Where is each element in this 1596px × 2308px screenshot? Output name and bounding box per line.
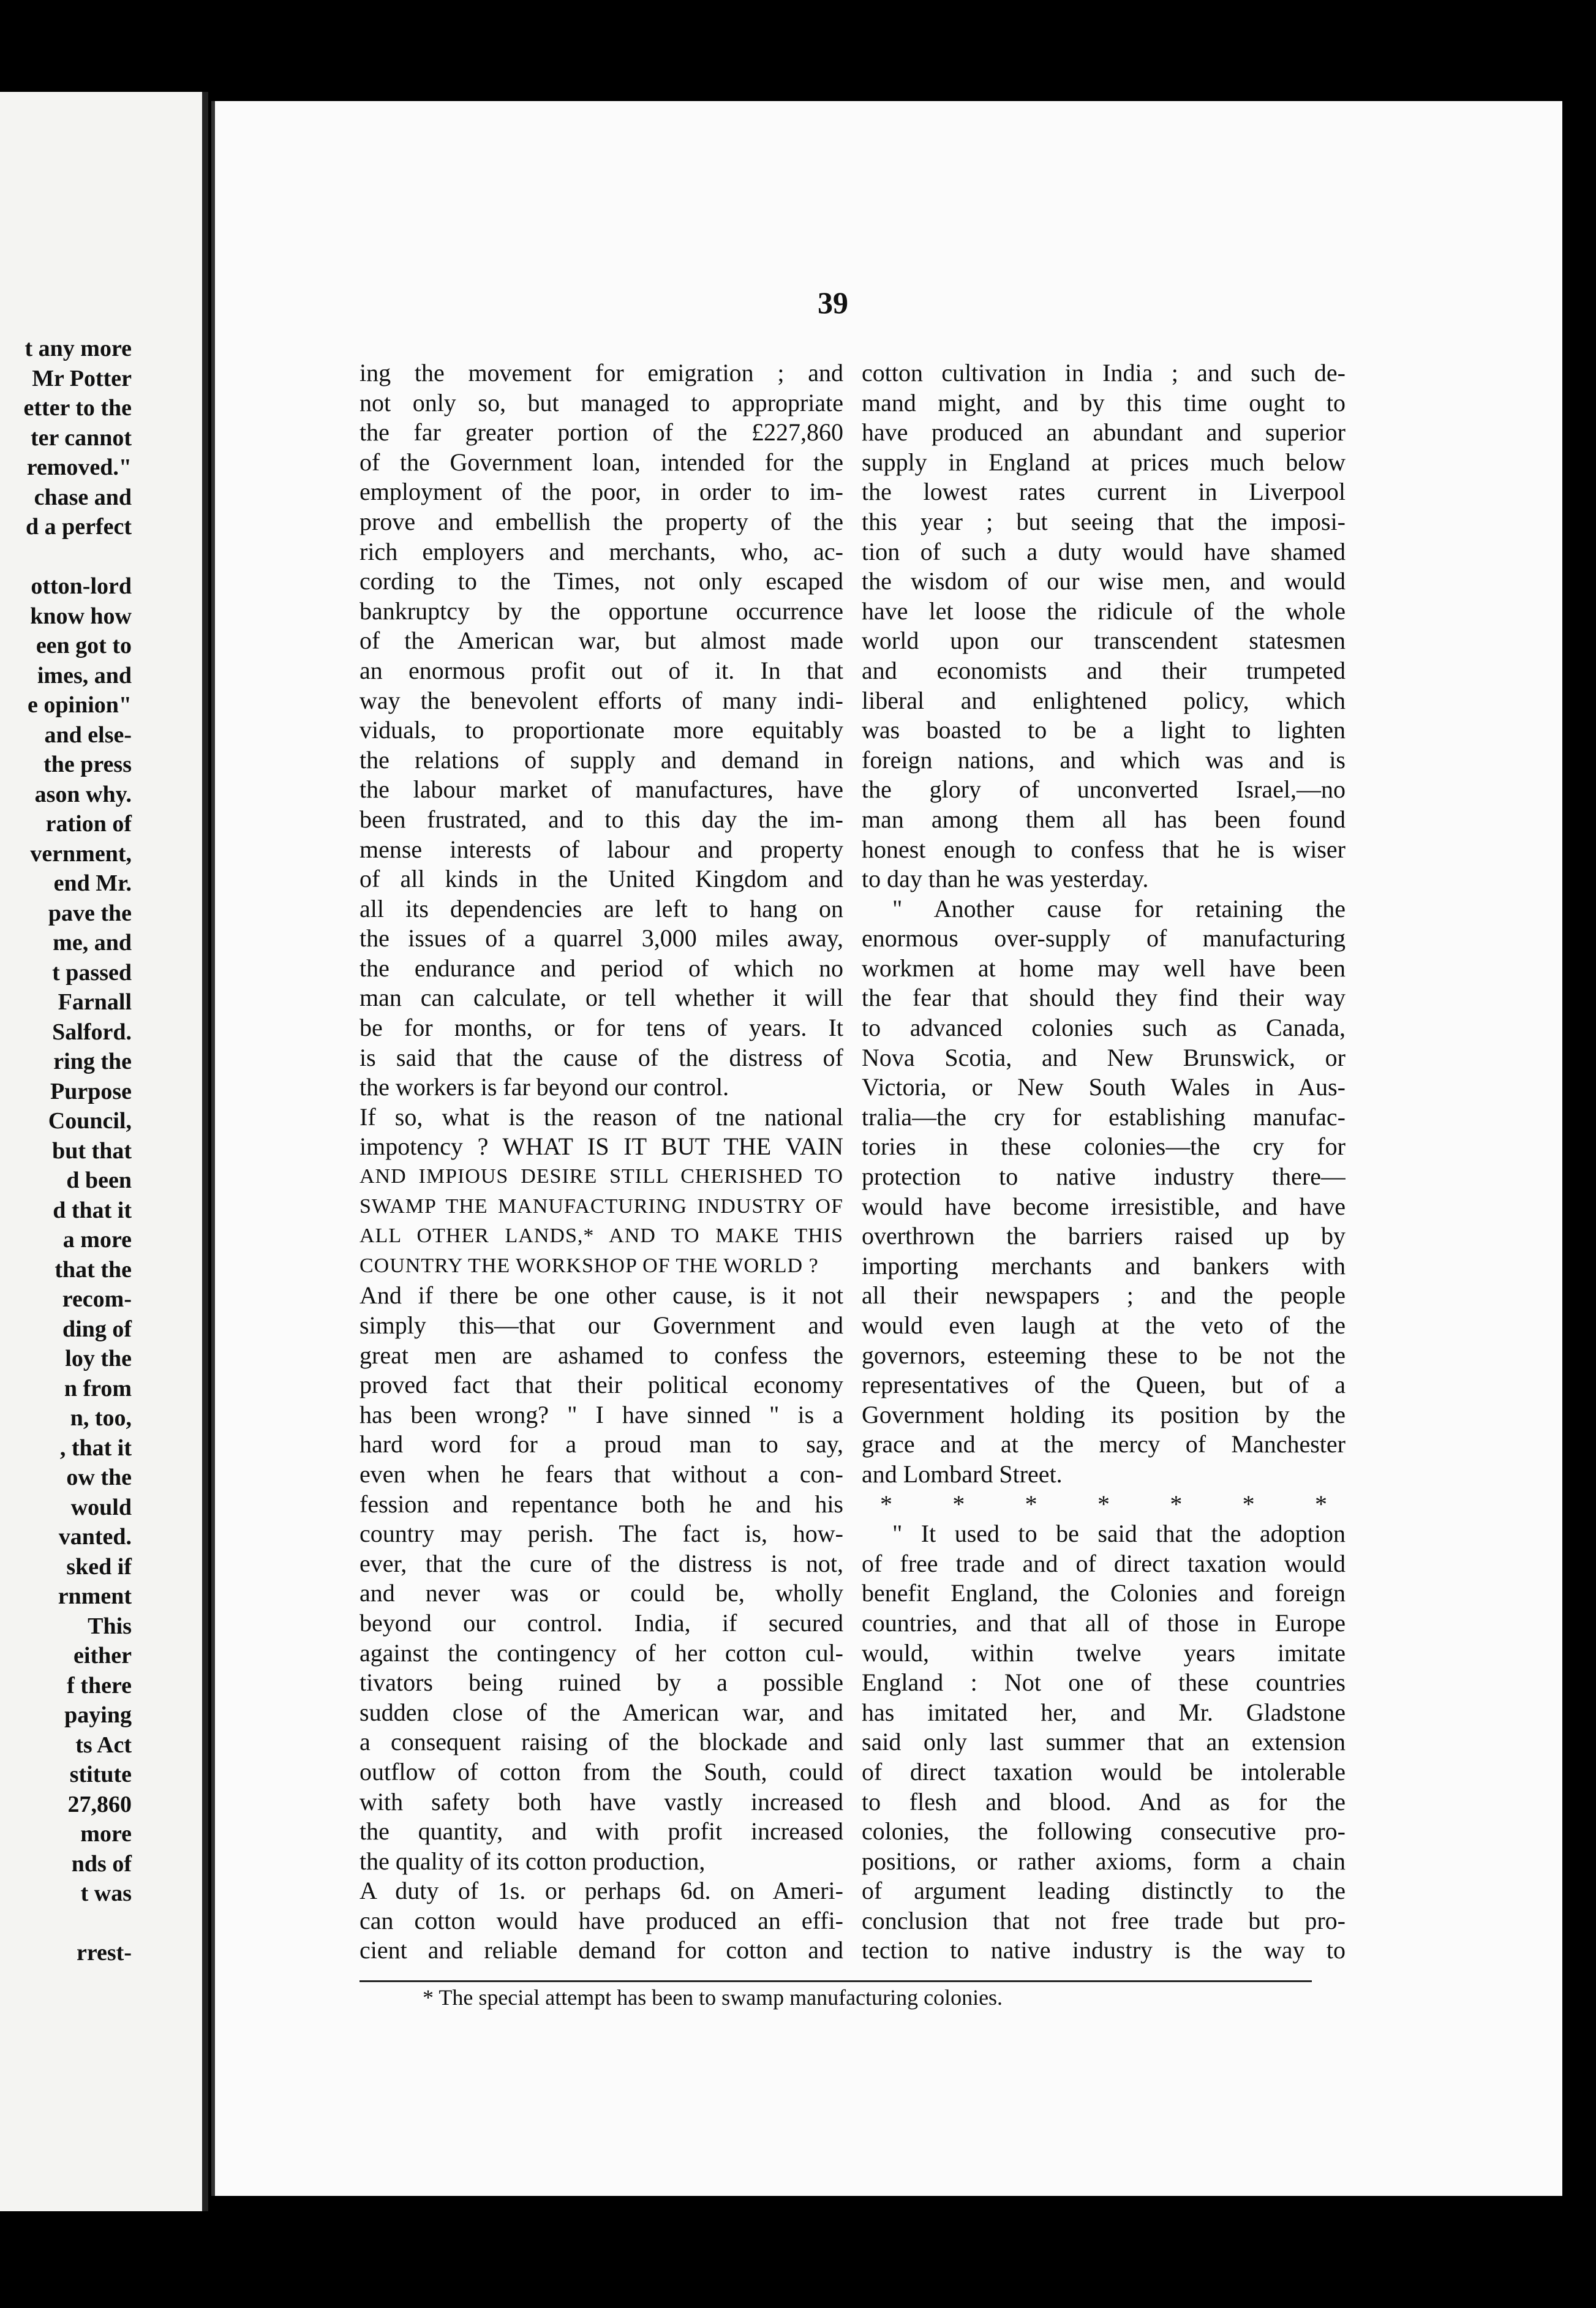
text-line: cording to the Times, not only escaped [359, 567, 843, 595]
text-line: country may perish. The fact is, how- [359, 1520, 843, 1548]
text-column-right [862, 358, 1346, 1966]
left-page-line: the press [43, 752, 132, 777]
text-line: of argument leading distinctly to the [862, 1877, 1346, 1905]
text-line: tories in these colonies—the cry for [862, 1133, 1346, 1161]
text-line: of all kinds in the United Kingdom and [359, 865, 843, 893]
text-line: foreign nations, and which was and is [862, 745, 1346, 774]
text-line: a consequent raising of the blockade and [359, 1728, 843, 1756]
text-line: proved fact that their political economy [359, 1371, 843, 1399]
text-line: the labour market of manufactures, have [359, 775, 843, 804]
text-line: and Lombard Street. [862, 1460, 1063, 1488]
text-line: world upon our transcendent statesmen [862, 627, 1346, 655]
left-page-line: Mr Potter [32, 365, 132, 391]
text-line: way the benevolent efforts of many indi- [359, 686, 843, 714]
left-page-line: that the [55, 1256, 132, 1283]
text-line: impotency ? WHAT IS IT BUT THE VAIN [359, 1133, 843, 1161]
left-page-line: e opinion" [28, 692, 132, 718]
left-page-line: paying [64, 1702, 132, 1728]
left-page-line: nds of [71, 1850, 132, 1877]
left-page-line: This [88, 1613, 132, 1639]
text-line: bankruptcy by the opportune occurrence [359, 597, 843, 625]
text-line: mand might, and by this time ought to [862, 388, 1346, 417]
text-line: representatives of the Queen, but of a [862, 1371, 1346, 1399]
text-line: prove and embellish the property of the [359, 507, 843, 535]
text-line: the quality of its cotton production, [359, 1847, 706, 1875]
text-line: even when he fears that without a con- [359, 1460, 843, 1488]
page-gutter [202, 92, 208, 2211]
text-line: " It used to be said that the adoption [892, 1520, 1346, 1548]
text-line: protection to native industry there— [862, 1163, 1346, 1191]
text-line: with safety both have vastly increased [359, 1787, 843, 1816]
text-line: is said that the cause of the distress of [359, 1043, 843, 1071]
left-page-line: pave the [48, 900, 132, 926]
text-line: not only so, but managed to appropriate [359, 388, 843, 417]
left-page-line: d been [66, 1167, 132, 1193]
footnote-divider [359, 1980, 1312, 1982]
left-page-line [0, 1909, 208, 1939]
text-line: SWAMP THE MANUFACTURING INDUSTRY OF [359, 1194, 843, 1218]
left-page-line: d that it [53, 1197, 132, 1223]
text-line: tection to native industry is the way to [862, 1936, 1346, 1964]
text-line: to advanced colonies such as Canada, [862, 1014, 1346, 1042]
left-page-line: ring the [53, 1049, 132, 1074]
star: * [1242, 1490, 1255, 1518]
left-page-line: know how [30, 603, 132, 629]
text-line: overthrown the barriers raised up by [862, 1222, 1346, 1250]
left-page-line: ts Act [75, 1732, 132, 1758]
text-line: and never was or could be, wholly [359, 1579, 843, 1607]
text-line: supply in England at prices much below [862, 448, 1346, 476]
text-line: the glory of unconverted Israel,—no [862, 775, 1346, 804]
section-break-stars [862, 1490, 1346, 1520]
left-page-line: 27,860 [67, 1791, 132, 1817]
left-page-line: loy the [65, 1346, 132, 1371]
left-page-line: t passed [52, 959, 132, 986]
text-line: been frustrated, and to this day the im- [359, 805, 843, 833]
left-page-line: otton-lord [31, 573, 132, 599]
text-line: cient and reliable demand for cotton and [359, 1936, 843, 1964]
text-line: to day than he was yesterday. [862, 865, 1149, 893]
left-page-line: ason why. [34, 781, 132, 807]
text-line: conclusion that not free trade but pro- [862, 1906, 1346, 1934]
left-page-line: t any more [24, 336, 132, 361]
left-page-line: and else- [44, 722, 132, 748]
text-line: has imitated her, and Mr. Gladstone [862, 1698, 1346, 1726]
text-line: " Another cause for retaining the [892, 894, 1346, 922]
left-page-line: stitute [69, 1762, 132, 1787]
text-line: workmen at home may well have been [862, 954, 1346, 982]
left-page-line: ow the [66, 1465, 132, 1490]
left-page-line: Council, [48, 1108, 132, 1134]
text-line: Government holding its position by the [862, 1400, 1346, 1428]
left-page-line: more [80, 1821, 132, 1847]
text-line: benefit England, the Colonies and foreign [862, 1579, 1346, 1607]
left-page-line: een got to [36, 633, 132, 658]
text-line: the quantity, and with profit increased [359, 1817, 843, 1846]
text-line: an enormous profit out of it. In that [359, 656, 843, 684]
text-line: man can calculate, or tell whether it will [359, 984, 843, 1012]
left-page-line [0, 542, 208, 572]
left-page-line: would [70, 1494, 132, 1520]
text-line: have let loose the ridicule of the whole [862, 597, 1346, 625]
text-line: ing the movement for emigration ; and [359, 359, 843, 387]
text-line: man among them all has been found [862, 805, 1346, 833]
text-line: England : Not one of these countries [862, 1669, 1346, 1697]
text-line: viduals, to proportionate more equitably [359, 716, 843, 744]
text-line: the fear that should they find their way [862, 984, 1346, 1012]
left-page-line: t was [80, 1880, 132, 1906]
left-page-line: a more [62, 1227, 132, 1253]
text-line: Victoria, or New South Wales in Aus- [862, 1073, 1346, 1101]
text-line: ALL OTHER LANDS,* AND TO MAKE THIS [359, 1224, 843, 1248]
star: * [880, 1490, 892, 1518]
text-line: of the American war, but almost made [359, 627, 843, 655]
text-line: the workers is far beyond our control. [359, 1073, 729, 1101]
left-page-line: but that [52, 1137, 132, 1164]
text-line: mense interests of labour and property [359, 835, 843, 863]
left-page-line: either [73, 1643, 132, 1669]
star: * [1314, 1490, 1327, 1518]
text-line: all their newspapers ; and the people [862, 1281, 1346, 1310]
text-line: all its dependencies are left to hang on [359, 894, 843, 922]
text-line: liberal and enlightened policy, which [862, 686, 1346, 714]
text-line: tivators being ruined by a possible [359, 1669, 843, 1697]
text-line: fession and repentance both he and his [359, 1490, 843, 1518]
text-line: countries, and that all of those in Europe [862, 1608, 1346, 1637]
text-line: can cotton would have produced an effi- [359, 1906, 843, 1934]
left-page-line: etter to the [23, 395, 132, 421]
page-number: 39 [818, 285, 848, 320]
left-page-line: sked if [66, 1553, 132, 1580]
text-line: would, within twelve years imitate [862, 1639, 1346, 1667]
text-line: of the Government loan, intended for the [359, 448, 843, 476]
text-line: the wisdom of our wise men, and would [862, 567, 1346, 595]
text-line: would even laugh at the veto of the [862, 1311, 1346, 1339]
text-line: tralia—the cry for establishing manufac- [862, 1103, 1346, 1131]
text-line: said only last summer that an extension [862, 1728, 1346, 1756]
text-line: governors, esteeming these to be not the [862, 1341, 1346, 1369]
text-line: the lowest rates current in Liverpool [862, 478, 1346, 506]
left-page-line: ration of [45, 811, 132, 837]
text-line: this year ; but seeing that the imposi- [862, 507, 1346, 535]
text-line: honest enough to confess that he is wiser [862, 835, 1346, 863]
text-line: has been wrong? " I have sinned " is a [359, 1400, 843, 1428]
text-line: tion of such a duty would have shamed [862, 537, 1346, 565]
left-page-fragment [0, 92, 208, 2211]
left-page-line: imes, and [37, 662, 132, 688]
text-line: be for months, or for tens of years. It [359, 1014, 843, 1042]
left-page-line: rrest- [76, 1940, 132, 1966]
footnote: * The special attempt has been to swamp manufacturing colonies. [423, 1985, 1003, 2010]
left-page-line: d a perfect [25, 514, 132, 540]
text-line: the issues of a quarrel 3,000 miles away, [359, 924, 843, 952]
text-line: COUNTRY THE WORKSHOP OF THE WORLD ? [359, 1254, 819, 1277]
text-line: grace and at the mercy of Manchester [862, 1430, 1346, 1458]
text-line: enormous over-supply of manufacturing [862, 924, 1346, 952]
left-page-line: me, and [53, 930, 132, 956]
text-line: simply this—that our Government and [359, 1311, 843, 1339]
text-line: the endurance and period of which no [359, 954, 843, 982]
left-page-line: n from [64, 1375, 132, 1401]
text-line: would have become irresistible, and have [862, 1192, 1346, 1220]
text-line: to flesh and blood. And as for the [862, 1787, 1346, 1816]
text-line: AND IMPIOUS DESIRE STILL CHERISHED TO [359, 1165, 843, 1188]
left-page-line: vernment, [30, 840, 132, 867]
text-line: the far greater portion of the £227,860 [359, 418, 843, 447]
text-line: sudden close of the American war, and [359, 1698, 843, 1726]
text-line: cotton cultivation in India ; and such de- [862, 359, 1346, 387]
left-page-line: Farnall [58, 989, 132, 1015]
text-line: the relations of supply and demand in [359, 745, 843, 774]
left-page-text [0, 334, 208, 1968]
left-page-line: ding of [62, 1316, 132, 1342]
star: * [1097, 1490, 1110, 1518]
left-page-line: Purpose [50, 1078, 132, 1104]
text-line: ever, that the cure of the distress is not, [359, 1549, 843, 1577]
left-page-line: recom- [62, 1286, 132, 1312]
text-line: Nova Scotia, and New Brunswick, or [862, 1043, 1346, 1071]
text-line: rich employers and merchants, who, ac- [359, 537, 843, 565]
text-line: of direct taxation would be intolerable [862, 1757, 1346, 1786]
text-line: have produced an abundant and superior [862, 418, 1346, 447]
text-line: great men are ashamed to confess the [359, 1341, 843, 1369]
left-page-line: rnment [58, 1583, 132, 1609]
text-line: colonies, the following consecutive pro- [862, 1817, 1346, 1846]
text-column-left [359, 358, 843, 1966]
star: * [1025, 1490, 1037, 1518]
left-page-line: removed." [26, 454, 132, 480]
text-line: was boasted to be a light to lighten [862, 716, 1346, 744]
left-page-line: ter cannot [31, 424, 132, 451]
left-page-line: , that it [59, 1435, 132, 1461]
text-line: And if there be one other cause, is it not [359, 1281, 843, 1310]
text-line: If so, what is the reason of tne national [359, 1103, 843, 1131]
text-line: employment of the poor, in order to im- [359, 478, 843, 506]
text-line: against the contingency of her cotton cul- [359, 1639, 843, 1667]
text-line: A duty of 1s. or perhaps 6d. on Ameri- [359, 1877, 843, 1905]
left-page-line: n, too, [70, 1405, 132, 1431]
left-page-line: chase and [34, 484, 132, 510]
star: * [952, 1490, 965, 1518]
text-line: outflow of cotton from the South, could [359, 1757, 843, 1786]
text-line: of free trade and of direct taxation would [862, 1549, 1346, 1577]
text-line: positions, or rather axioms, form a chain [862, 1847, 1346, 1875]
star: * [1170, 1490, 1183, 1518]
text-line: beyond our control. India, if secured [359, 1608, 843, 1637]
left-page-line: vanted. [58, 1524, 132, 1550]
left-page-line: Salford. [52, 1019, 132, 1045]
text-line: and economists and their trumpeted [862, 656, 1346, 684]
left-page-line: f there [67, 1672, 132, 1699]
left-page-line: end Mr. [53, 870, 132, 896]
text-line: hard word for a proud man to say, [359, 1430, 843, 1458]
text-line: importing merchants and bankers with [862, 1251, 1346, 1280]
